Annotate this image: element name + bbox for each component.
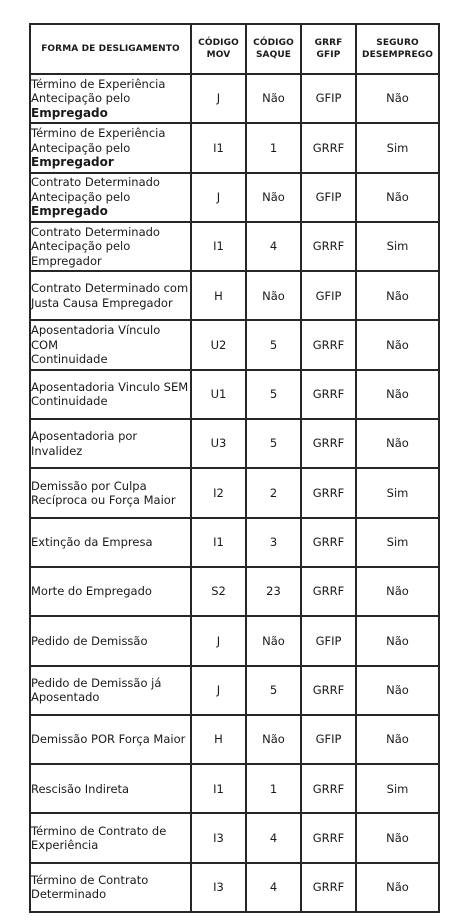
cell-grrf-gfip: GRRF	[301, 863, 356, 912]
forma-text: Aposentadoria por Invalidez	[31, 429, 138, 458]
cell-forma	[30, 271, 191, 320]
cell-forma	[30, 173, 191, 222]
cell-seguro-desemprego: Sim	[356, 764, 439, 813]
desligamento-table	[29, 23, 440, 913]
cell-grrf-gfip: GRRF	[301, 123, 356, 172]
cell-seguro-desemprego: Não	[356, 567, 439, 616]
header-forma: FORMA DE DESLIGAMENTO	[30, 24, 191, 74]
forma-text: Término de Contrato de Experiência	[31, 823, 167, 853]
forma-text: Extinção da Empresa	[31, 535, 153, 550]
cell-grrf-gfip: GFIP	[301, 173, 356, 222]
table-row	[30, 468, 439, 517]
cell-forma	[30, 518, 191, 567]
cell-seguro-desemprego: Sim	[356, 123, 439, 172]
cell-codigo-mov: U3	[191, 419, 246, 468]
cell-codigo-saque: Não	[246, 271, 301, 320]
cell-codigo-mov: H	[191, 715, 246, 764]
cell-forma	[30, 813, 191, 862]
header-codigo-mov: CÓDIGO MOV	[191, 24, 246, 74]
cell-codigo-saque: 23	[246, 567, 301, 616]
forma-text: Contrato Determinado Antecipação pelo	[31, 175, 160, 204]
cell-forma	[30, 863, 191, 912]
table-row	[30, 370, 439, 419]
cell-codigo-saque: 4	[246, 222, 301, 271]
forma-text: Pedido de Demissão	[31, 633, 148, 648]
cell-grrf-gfip: GRRF	[301, 813, 356, 862]
forma-text: Aposentadoria Vinculo SEM Continuidade	[31, 379, 189, 409]
cell-seguro-desemprego: Não	[356, 813, 439, 862]
cell-codigo-mov: J	[191, 74, 246, 123]
cell-seguro-desemprego: Não	[356, 666, 439, 715]
cell-forma	[30, 666, 191, 715]
cell-forma	[30, 616, 191, 665]
table-row	[30, 813, 439, 862]
table-row	[30, 123, 439, 172]
cell-seguro-desemprego: Não	[356, 863, 439, 912]
cell-seguro-desemprego: Não	[356, 370, 439, 419]
table-row	[30, 173, 439, 222]
header-codigo-saque: CÓDIGO SAQUE	[246, 24, 301, 74]
cell-grrf-gfip: GFIP	[301, 715, 356, 764]
cell-codigo-mov: H	[191, 271, 246, 320]
forma-text: Demissão POR Força Maior	[31, 732, 186, 747]
forma-bold-text: Empregado	[31, 105, 108, 120]
cell-seguro-desemprego: Sim	[356, 222, 439, 271]
cell-grrf-gfip: GRRF	[301, 468, 356, 517]
cell-forma	[30, 567, 191, 616]
cell-codigo-saque: 5	[246, 320, 301, 369]
cell-codigo-mov: I1	[191, 222, 246, 271]
forma-text: Pedido de Demissão já Aposentado	[31, 675, 162, 705]
table-row	[30, 271, 439, 320]
cell-seguro-desemprego: Não	[356, 173, 439, 222]
table-row	[30, 616, 439, 665]
cell-forma	[30, 320, 191, 369]
cell-forma	[30, 419, 191, 468]
cell-codigo-mov: U1	[191, 370, 246, 419]
header-seguro-desemprego: SEGURO DESEMPREGO	[356, 24, 439, 74]
cell-grrf-gfip: GRRF	[301, 518, 356, 567]
forma-text: Morte do Empregado	[31, 584, 152, 599]
table-row	[30, 320, 439, 369]
table-row	[30, 518, 439, 567]
table-row	[30, 74, 439, 123]
cell-codigo-saque: Não	[246, 616, 301, 665]
forma-text: Demissão por Culpa Recíproca ou Força Maior	[31, 478, 176, 508]
cell-forma	[30, 370, 191, 419]
cell-codigo-saque: 1	[246, 764, 301, 813]
cell-codigo-mov: J	[191, 173, 246, 222]
header-grrf-gfip: GRRF GFIP	[301, 24, 356, 74]
table-row	[30, 222, 439, 271]
cell-grrf-gfip: GRRF	[301, 419, 356, 468]
forma-text: Rescisão Indireta	[31, 781, 130, 796]
cell-codigo-mov: I1	[191, 518, 246, 567]
cell-codigo-saque: 5	[246, 419, 301, 468]
cell-seguro-desemprego: Não	[356, 616, 439, 665]
cell-codigo-mov: I1	[191, 123, 246, 172]
cell-codigo-saque: Não	[246, 74, 301, 123]
table-row	[30, 715, 439, 764]
cell-grrf-gfip: GFIP	[301, 616, 356, 665]
cell-seguro-desemprego: Não	[356, 715, 439, 764]
cell-grrf-gfip: GRRF	[301, 666, 356, 715]
cell-codigo-saque: 3	[246, 518, 301, 567]
cell-codigo-mov: I1	[191, 764, 246, 813]
cell-grrf-gfip: GRRF	[301, 764, 356, 813]
cell-codigo-saque: 1	[246, 123, 301, 172]
forma-text: Aposentadoria Vínculo COM Continuidade	[31, 323, 161, 367]
cell-seguro-desemprego: Sim	[356, 518, 439, 567]
cell-codigo-mov: J	[191, 616, 246, 665]
cell-codigo-saque: 4	[246, 813, 301, 862]
table-row	[30, 863, 439, 912]
forma-bold-text: Empregado	[31, 204, 108, 219]
cell-codigo-mov: S2	[191, 567, 246, 616]
cell-codigo-saque: 4	[246, 863, 301, 912]
cell-seguro-desemprego: Não	[356, 419, 439, 468]
cell-forma	[30, 123, 191, 172]
forma-text: Término de Experiência Antecipação pelo	[31, 126, 166, 155]
cell-seguro-desemprego: Sim	[356, 468, 439, 517]
cell-codigo-mov: U2	[191, 320, 246, 369]
cell-grrf-gfip: GRRF	[301, 320, 356, 369]
table-row	[30, 666, 439, 715]
cell-codigo-mov: I3	[191, 863, 246, 912]
cell-codigo-saque: Não	[246, 715, 301, 764]
cell-codigo-saque: 2	[246, 468, 301, 517]
cell-grrf-gfip: GRRF	[301, 567, 356, 616]
cell-forma	[30, 74, 191, 123]
cell-codigo-saque: 5	[246, 370, 301, 419]
cell-forma	[30, 764, 191, 813]
cell-seguro-desemprego: Não	[356, 271, 439, 320]
forma-text: Contrato Determinado com Justa Causa Empregador	[31, 281, 189, 310]
forma-text: Término de Experiência Antecipação pelo	[31, 76, 166, 106]
cell-forma	[30, 222, 191, 271]
forma-bold-text: Empregador	[31, 155, 114, 170]
cell-grrf-gfip: GFIP	[301, 74, 356, 123]
table-row	[30, 764, 439, 813]
forma-text: Término de Contrato Determinado	[31, 872, 149, 902]
header-row	[30, 24, 439, 74]
cell-codigo-saque: 5	[246, 666, 301, 715]
cell-codigo-saque: Não	[246, 173, 301, 222]
cell-codigo-mov: I2	[191, 468, 246, 517]
table-row	[30, 567, 439, 616]
cell-seguro-desemprego: Não	[356, 320, 439, 369]
cell-forma	[30, 715, 191, 764]
forma-text: Contrato Determinado Antecipação pelo Empregador	[31, 224, 160, 268]
cell-codigo-mov: I3	[191, 813, 246, 862]
cell-codigo-mov: J	[191, 666, 246, 715]
cell-forma	[30, 468, 191, 517]
table-row	[30, 419, 439, 468]
cell-grrf-gfip: GRRF	[301, 222, 356, 271]
cell-seguro-desemprego: Não	[356, 74, 439, 123]
cell-grrf-gfip: GRRF	[301, 370, 356, 419]
cell-grrf-gfip: GFIP	[301, 271, 356, 320]
